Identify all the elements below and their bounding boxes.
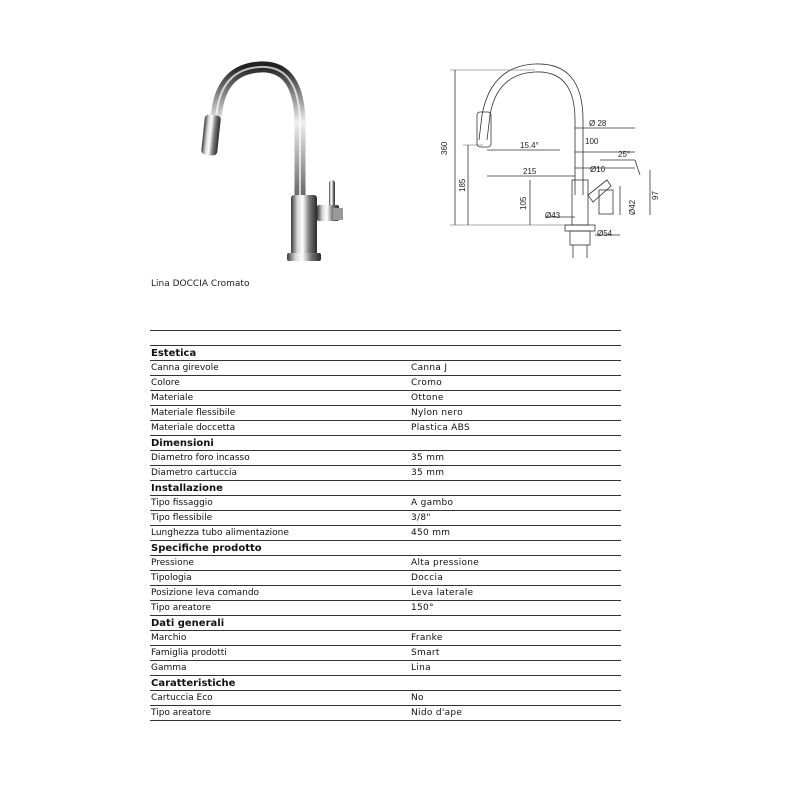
row-label: Cartuccia Eco (151, 693, 213, 703)
row-value: Ottone (411, 393, 444, 403)
section-dati-generali: Dati generali (150, 616, 621, 631)
dim-height-total: 360 (440, 141, 449, 155)
table-row (150, 466, 621, 481)
dim-dia-top: Ø 28 (589, 119, 607, 128)
section-estetica: Estetica (150, 346, 621, 361)
dim-dia-handle: Ø42 (628, 199, 637, 215)
row-value: Plastica ABS (411, 423, 470, 433)
table-row (150, 421, 621, 436)
table-row (150, 646, 621, 661)
row-value: No (411, 693, 424, 703)
row-label: Tipo fissaggio (151, 498, 213, 508)
table-row (150, 571, 621, 586)
section-installazione: Installazione (150, 481, 621, 496)
row-label: Materiale flessibile (151, 408, 236, 418)
row-label: Canna girevole (151, 363, 219, 373)
row-label: Colore (151, 378, 180, 388)
row-value: A gambo (411, 498, 454, 508)
row-label: Tipologia (151, 573, 192, 583)
table-row (150, 631, 621, 646)
row-label: Materiale doccetta (151, 423, 236, 433)
row-value: Nido d'ape (411, 708, 463, 718)
row-label: Gamma (151, 663, 187, 673)
spec-table (150, 330, 621, 721)
row-value: Doccia (411, 573, 444, 583)
row-value: Franke (411, 633, 443, 643)
row-value: Canna J (411, 363, 448, 373)
table-row (150, 691, 621, 706)
dim-dia-body: Ø43 (545, 211, 561, 220)
faucet-photo (195, 55, 370, 265)
table-row (150, 661, 621, 676)
table-row (150, 496, 621, 511)
row-value: Nylon nero (411, 408, 463, 418)
section-caratteristiche: Caratteristiche (150, 676, 621, 691)
row-label: Posizione leva comando (151, 588, 260, 598)
dim-dia-base: Ø54 (597, 229, 613, 238)
row-value: Alta pressione (411, 558, 480, 568)
table-row (150, 511, 621, 526)
table-row (150, 406, 621, 421)
dim-angle-spout: 15.4° (520, 141, 539, 150)
row-label: Materiale (151, 393, 194, 403)
row-value: 450 mm (411, 528, 451, 538)
row-value: 35 mm (411, 468, 445, 478)
table-row (150, 556, 621, 571)
row-value: 3/8" (411, 513, 431, 523)
row-value: Smart (411, 648, 440, 658)
table-row (150, 451, 621, 466)
row-label: Diametro foro incasso (151, 453, 250, 463)
table-row (150, 391, 621, 406)
table-row (150, 376, 621, 391)
row-label: Tipo areatore (151, 603, 211, 613)
row-value: 150° (411, 603, 434, 613)
technical-drawing (435, 60, 675, 265)
dim-height-base: 105 (519, 196, 528, 210)
table-row (150, 361, 621, 376)
row-label: Famiglia prodotti (151, 648, 227, 658)
row-value: Leva laterale (411, 588, 474, 598)
table-row (150, 526, 621, 541)
dim-reach: 215 (523, 167, 537, 176)
section-specifiche-prodotto: Specifiche prodotto (150, 541, 621, 556)
technical-drawing-icon (435, 60, 675, 265)
table-row (150, 706, 621, 721)
faucet-photo-icon (195, 55, 370, 265)
row-label: Tipo areatore (151, 708, 211, 718)
row-value: Cromo (411, 378, 443, 388)
row-label: Lunghezza tubo alimentazione (151, 528, 289, 538)
row-label: Tipo flessibile (151, 513, 213, 523)
dim-angle-lever: 25° (618, 150, 631, 159)
row-label: Pressione (151, 558, 194, 568)
dim-height-spout: 185 (458, 178, 467, 192)
row-value: Lina (411, 663, 431, 673)
row-label: Marchio (151, 633, 187, 643)
table-spacer (150, 331, 621, 346)
dim-handle-height: 97 (651, 191, 660, 200)
dim-dia-lever: Ø10 (590, 165, 606, 174)
product-caption: Lina DOCCIA Cromato (151, 279, 250, 289)
row-label: Diametro cartuccia (151, 468, 237, 478)
dim-reach-inner: 100 (585, 137, 599, 146)
row-value: 35 mm (411, 453, 445, 463)
table-row (150, 586, 621, 601)
table-row (150, 601, 621, 616)
section-dimensioni: Dimensioni (150, 436, 621, 451)
